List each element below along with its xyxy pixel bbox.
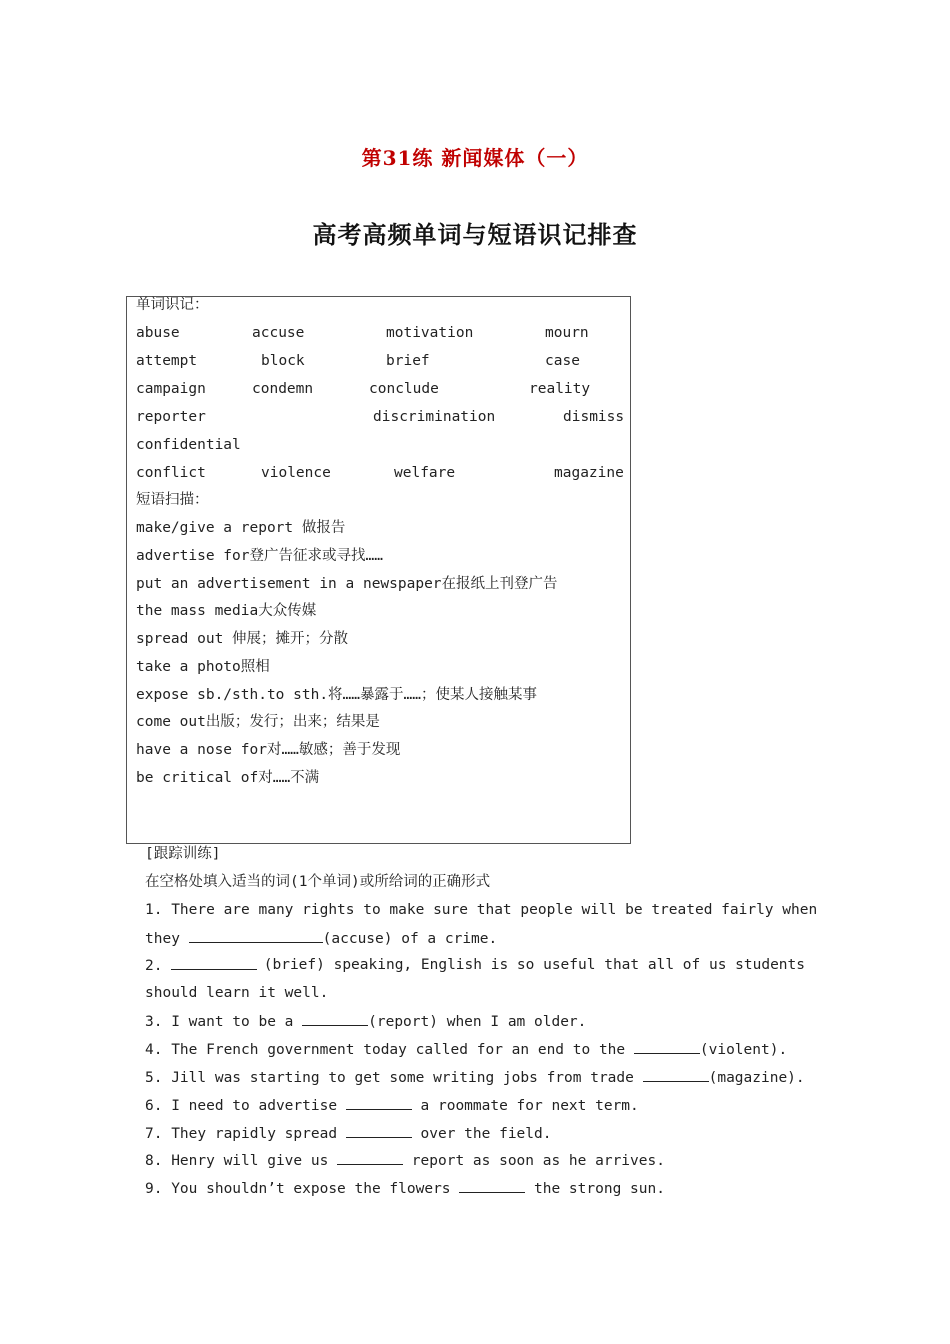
answer-blank[interactable] bbox=[459, 1178, 525, 1193]
word: violence bbox=[261, 465, 331, 481]
answer-blank[interactable] bbox=[634, 1039, 700, 1054]
answer-blank[interactable] bbox=[346, 1123, 412, 1138]
word: block bbox=[261, 353, 305, 369]
word: mourn bbox=[545, 325, 589, 341]
question-3: 3. I want to be a (report) when I am older. bbox=[145, 1011, 586, 1032]
answer-blank[interactable] bbox=[171, 955, 257, 970]
section-title: 高考高频单词与短语识记排查 bbox=[312, 221, 638, 249]
question-4: 4. The French government today called for an end to the (violent). bbox=[145, 1039, 787, 1060]
question-1-line-1: 1. There are many rights to make sure that people will be treated fairly when bbox=[145, 902, 818, 918]
word: attempt bbox=[136, 353, 198, 369]
phrase-item: have a nose for对……敏感；善于发现 bbox=[136, 742, 401, 758]
word: condemn bbox=[252, 381, 314, 397]
question-9: 9. You shouldn’t expose the flowers the strong sun. bbox=[145, 1178, 665, 1199]
answer-blank[interactable] bbox=[346, 1095, 412, 1110]
phrase-item: the mass media大众传媒 bbox=[136, 603, 317, 619]
word: motivation bbox=[386, 325, 474, 341]
word: conclude bbox=[369, 381, 439, 397]
question-5: 5. Jill was starting to get some writing jobs from trade (magazine). bbox=[145, 1067, 805, 1088]
phrase-item: spread out 伸展；摊开；分散 bbox=[136, 631, 349, 647]
phrase-item: advertise for登广告征求或寻找…… bbox=[136, 548, 383, 564]
phrases-heading: 短语扫描： bbox=[136, 492, 209, 508]
phrase-item: come out出版；发行；出来；结果是 bbox=[136, 714, 380, 730]
phrase-item: put an advertisement in a newspaper在报纸上刊登广告 bbox=[136, 576, 558, 592]
phrase-item: take a photo照相 bbox=[136, 659, 270, 675]
word: case bbox=[545, 353, 580, 369]
page-title: 第31练 新闻媒体（一） bbox=[361, 146, 589, 170]
question-6: 6. I need to advertise a roommate for next term. bbox=[145, 1095, 639, 1116]
words-heading: 单词识记： bbox=[136, 297, 209, 313]
word: welfare bbox=[394, 465, 456, 481]
exercise-instruction: 在空格处填入适当的词(1个单词)或所给词的正确形式 bbox=[145, 874, 491, 890]
word: campaign bbox=[136, 381, 206, 397]
answer-blank[interactable] bbox=[643, 1067, 709, 1082]
word: abuse bbox=[136, 325, 180, 341]
answer-blank[interactable] bbox=[189, 928, 323, 943]
word: magazine bbox=[554, 465, 624, 481]
word: accuse bbox=[252, 325, 305, 341]
question-7: 7. They rapidly spread over the field. bbox=[145, 1123, 551, 1144]
question-8: 8. Henry will give us report as soon as he arrives. bbox=[145, 1150, 665, 1171]
phrase-item: expose sb./sth.to sth.将……暴露于……；使某人接触某事 bbox=[136, 687, 537, 703]
word: conflict bbox=[136, 465, 206, 481]
word: brief bbox=[386, 353, 430, 369]
exercise-label: [跟踪训练] bbox=[145, 846, 221, 862]
question-2-line-1: 2. (brief) speaking, English is so useful that all of us students bbox=[145, 957, 805, 974]
phrase-item: be critical of对……不满 bbox=[136, 770, 320, 786]
answer-blank[interactable] bbox=[302, 1011, 368, 1026]
question-1-line-2: they (accuse) of a crime. bbox=[145, 928, 497, 949]
phrase-item: make/give a report 做报告 bbox=[136, 520, 346, 536]
question-2-line-2: should learn it well. bbox=[145, 985, 329, 1001]
word: reporter bbox=[136, 409, 206, 425]
word: dismiss bbox=[563, 409, 625, 425]
word: confidential bbox=[136, 437, 241, 453]
answer-blank[interactable] bbox=[337, 1150, 403, 1165]
word: discrimination bbox=[373, 409, 496, 425]
word: reality bbox=[529, 381, 591, 397]
